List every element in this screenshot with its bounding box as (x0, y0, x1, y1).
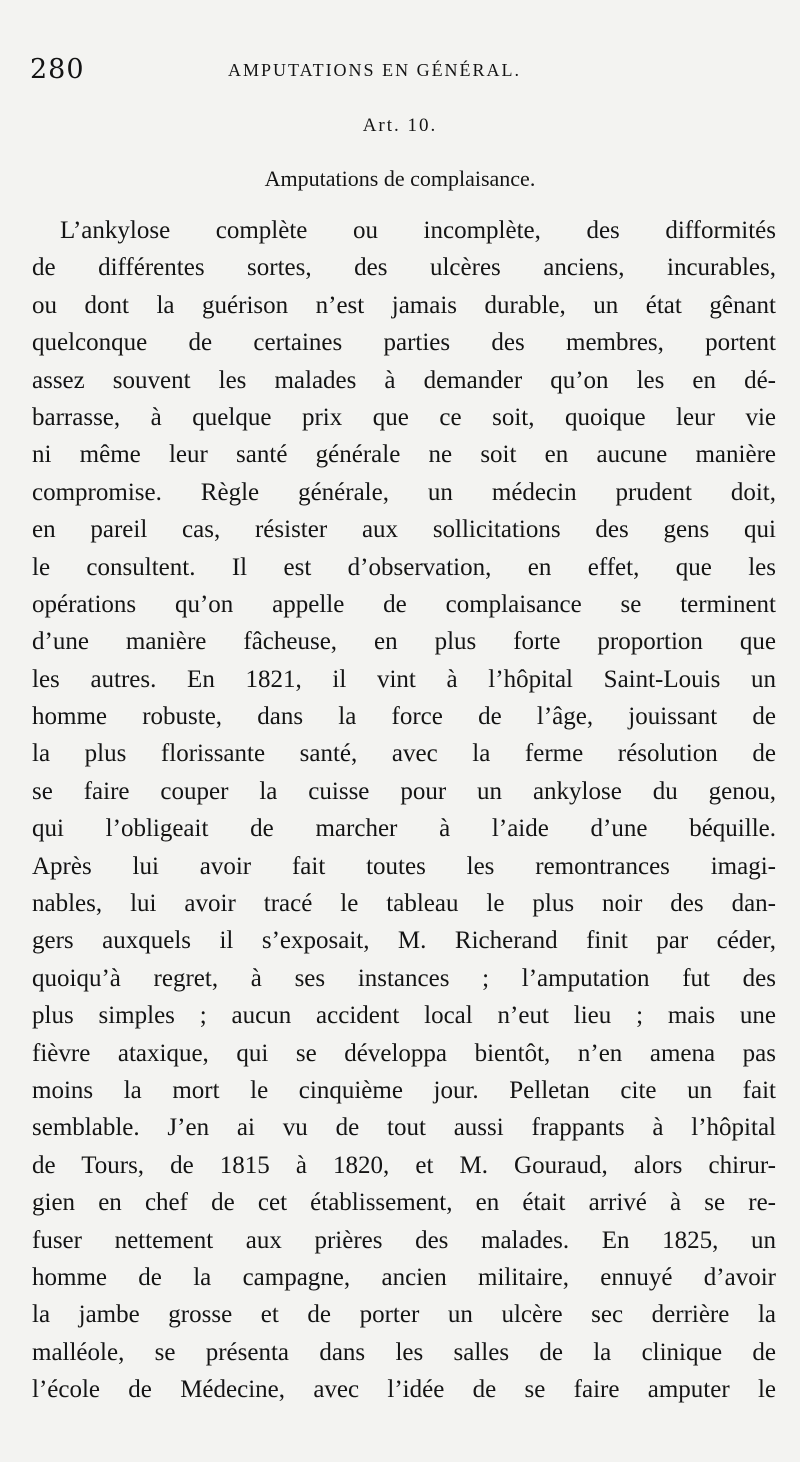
text-line: L’ankylose complète ou incomplète, des difformités (60, 217, 776, 244)
body-paragraph (32, 212, 776, 1409)
text-line: semblable. J’en ai vu de tout aussi frappants à l’hôpital (32, 1114, 776, 1142)
text-line: ou dont la guérison n’est jamais durable, un état gênant (32, 291, 776, 319)
running-head (30, 52, 770, 88)
text-line: quelconque de certaines parties des membres, portent (32, 329, 776, 357)
text-line: Après lui avoir fait toutes les remontrances imagi- (32, 852, 776, 880)
text-line: en pareil cas, résister aux sollicitations des gens qui (32, 516, 776, 544)
text-line: ni même leur santé générale ne soit en aucune manière (32, 441, 776, 469)
text-line: malléole, se présenta dans les salles de la clinique de (32, 1338, 776, 1366)
article-number: Art. 10. (362, 115, 438, 136)
text-line: de Tours, de 1815 à 1820, et M. Gouraud, alors chirur- (32, 1151, 776, 1179)
text-line: le consultent. Il est d’observation, en effet, que les (32, 553, 776, 581)
text-line: moins la mort le cinquième jour. Pelletan cite un fait (32, 1076, 776, 1104)
text-line: opérations qu’on appelle de complaisance se terminent (32, 590, 776, 618)
section-title: Amputations de complaisance. (264, 166, 536, 191)
text-line: compromise. Règle générale, un médecin prudent doit, (32, 478, 776, 506)
text-line: fièvre ataxique, qui se développa bientôt, n’en amena pas (32, 1039, 776, 1067)
text-line: assez souvent les malades à demander qu’on les en dé- (32, 366, 776, 394)
text-line: fuser nettement aux prières des malades. En 1825, un (32, 1226, 776, 1254)
text-line: nables, lui avoir tracé le tableau le plus noir des dan- (32, 890, 776, 918)
text-line: de différentes sortes, des ulcères anciens, incurables, (32, 254, 776, 282)
text-line: quoiqu’à regret, à ses instances ; l’amputation fut des (32, 964, 776, 992)
text-line: gien en chef de cet établissement, en était arrivé à se re- (32, 1189, 776, 1217)
text-line: l’école de Médecine, avec l’idée de se faire amputer le (32, 1376, 776, 1404)
text-line: homme robuste, dans la force de l’âge, jouissant de (32, 703, 776, 731)
text-line: la plus florissante santé, avec la ferme résolution de (32, 740, 776, 768)
text-line: la jambe grosse et de porter un ulcère sec derrière la (32, 1301, 776, 1329)
text-line: les autres. En 1821, il vint à l’hôpital Saint-Louis un (32, 665, 776, 693)
text-line: se faire couper la cuisse pour un ankylose du genou, (32, 777, 776, 805)
running-head-title: AMPUTATIONS EN GÉNÉRAL. (228, 60, 522, 80)
text-line: homme de la campagne, ancien militaire, ennuyé d’avoir (32, 1263, 776, 1291)
page-number: 280 (30, 54, 85, 85)
text-line: gers auxquels il s’exposait, M. Richerand finit par céder, (32, 927, 776, 955)
text-line: plus simples ; aucun accident local n’eut lieu ; mais une (32, 1002, 776, 1030)
text-line: qui l’obligeait de marcher à l’aide d’une béquille. (32, 815, 776, 843)
text-line: barrasse, à quelque prix que ce soit, quoique leur vie (32, 403, 776, 431)
text-line: d’une manière fâcheuse, en plus forte proportion que (32, 628, 776, 656)
